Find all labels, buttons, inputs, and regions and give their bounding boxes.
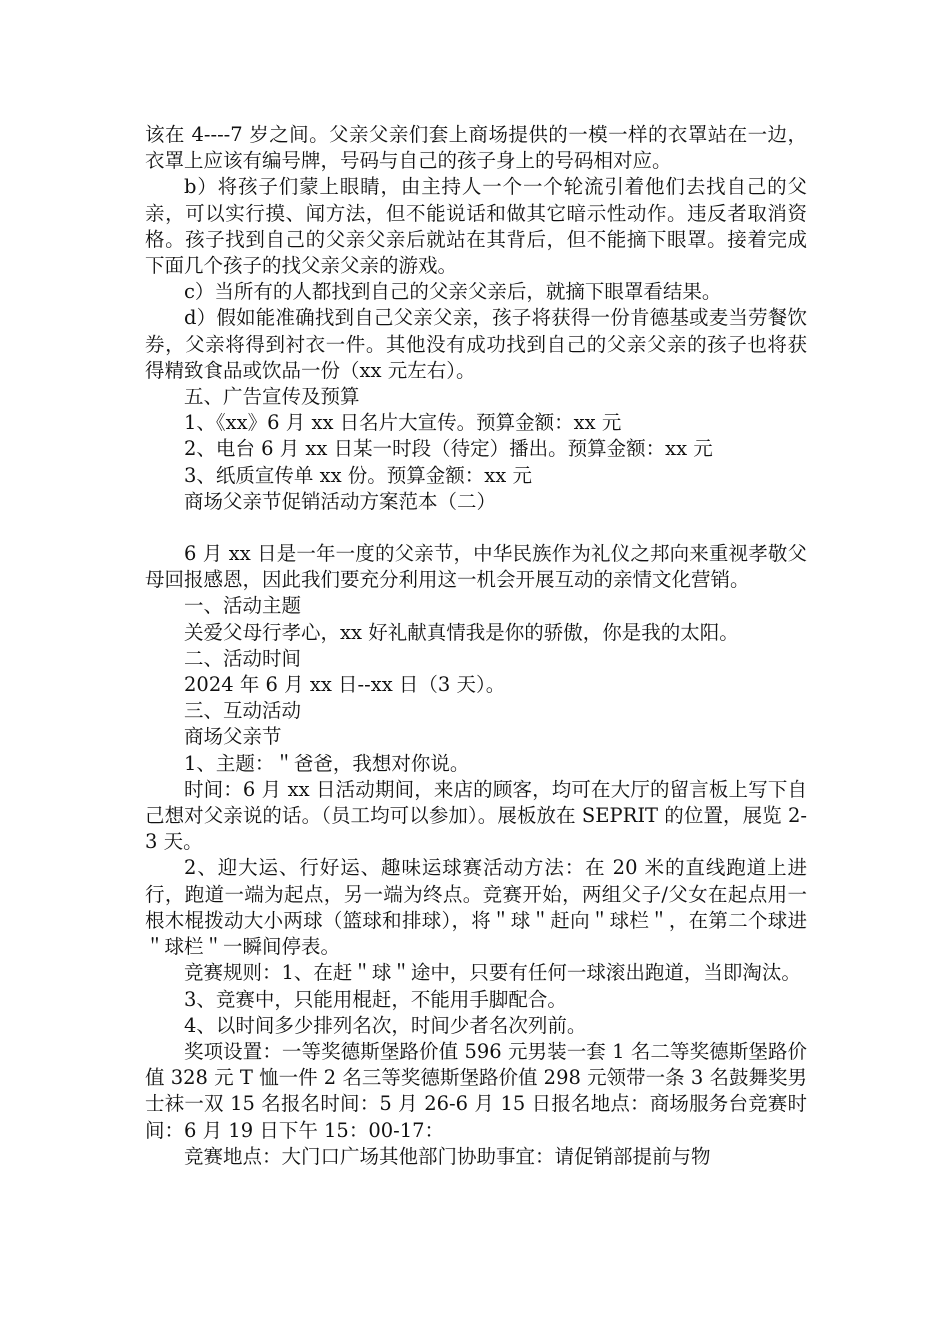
paragraph: 4、以时间多少排列名次，时间少者名次列前。 [184,1013,587,1037]
paragraph: 3、竞赛中，只能用棍赶，不能用手脚配合。 [184,987,567,1011]
paragraph: d）假如能准确找到自己父亲父亲，孩子将获得一份肯德基或麦当劳餐饮券，父亲将得到衬衣一件。其他没有成功找到自己的父亲父亲的孩子也将获得精致食品或饮品一份（xx 元左右）。 [145,306,807,382]
paragraph: 奖项设置：一等奖德斯堡路价值 596 元男装一套 1 名二等奖德斯堡路价值 328 元 T 恤一件 2 名三等奖德斯堡路价值 298 元领带一条 3 名鼓舞奖男士袜一双 15 名报名时间：5 月 26-6 月 15 日报名地点：商场服务台竞赛时间：6 月 19 日下午 15：00-17： [145,1039,807,1142]
section-heading: 三、互动活动 [184,699,302,723]
paragraph: 该在 4----7 岁之间。父亲父亲们套上商场提供的一模一样的衣罩站在一边，衣罩上应该有编号牌，号码与自己的孩子身上的号码相对应。 [145,123,807,173]
paragraph: 1、主题：＂爸爸，我想对你说。 [184,751,470,775]
paragraph: 竞赛规则：1、在赶＂球＂途中，只要有任何一球滚出跑道，当即淘汰。 [184,961,801,985]
paragraph: 2024 年 6 月 xx 日--xx 日（3 天）。 [184,673,506,697]
section-heading: 五、广告宣传及预算 [184,385,360,409]
paragraph: 6 月 xx 日是一年一度的父亲节，中华民族作为礼仪之邦向来重视孝敬父母回报感恩，因此我们要充分利用这一机会开展互动的亲情文化营销。 [145,542,807,592]
paragraph: 商场父亲节 [184,725,282,749]
section-heading: 二、活动时间 [184,646,302,670]
paragraph: 时间：6 月 xx 日活动期间，来店的顾客，均可在大厅的留言板上写下自己想对父亲说的话。（员工均可以参加）。展板放在 SEPRIT 的位置，展览 2-3 天。 [145,777,807,854]
paragraph: 1、《xx》6 月 xx 日名片大宣传。预算金额：xx 元 [184,411,622,435]
blank-line [145,515,807,541]
section-heading: 一、活动主题 [184,594,302,618]
paragraph: 竞赛地点：大门口广场其他部门协助事宜：请促销部提前与物 [184,1144,711,1168]
paragraph: 2、迎大运、行好运、趣味运球赛活动方法：在 20 米的直线跑道上进行，跑道一端为起点，另一端为终点。竞赛开始，两组父子/父女在起点用一根木棍拨动大小两球（篮球和排球），将＂球＂赶向＂球栏＂，在第二个球进＂球栏＂一瞬间停表。 [145,856,807,959]
paragraph: 3、纸质宣传单 xx 份。预算金额：xx 元 [184,463,532,487]
paragraph: 2、电台 6 月 xx 日某一时段（待定）播出。预算金额：xx 元 [184,437,713,461]
document-body [145,122,807,1170]
paragraph: 关爱父母行孝心，xx 好礼献真情我是你的骄傲，你是我的太阳。 [184,620,739,644]
paragraph: b）将孩子们蒙上眼睛，由主持人一个一个轮流引着他们去找自己的父亲，可以实行摸、闻方法，但不能说话和做其它暗示性动作。违反者取消资格。孩子找到自己的父亲父亲后就站在其背后，但不能摘下眼罩。接着完成下面几个孩子的找父亲父亲的游戏。 [145,175,807,278]
paragraph: c）当所有的人都找到自己的父亲父亲后，就摘下眼罩看结果。 [184,280,722,304]
document-subtitle: 商场父亲节促销活动方案范本（二） [184,489,497,513]
